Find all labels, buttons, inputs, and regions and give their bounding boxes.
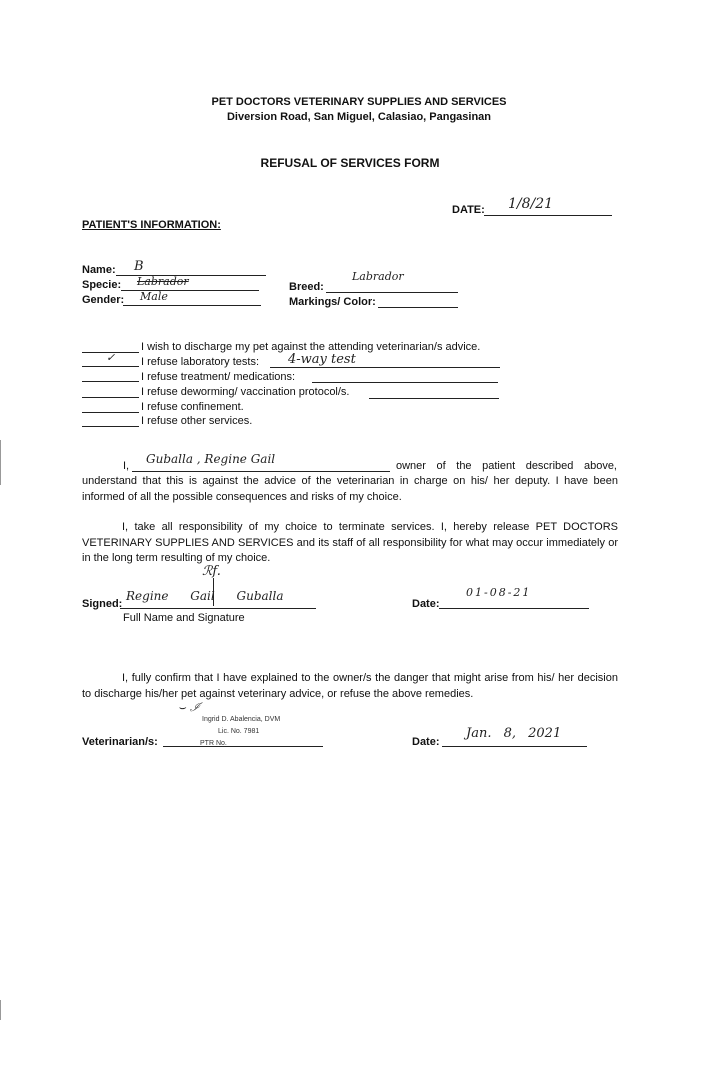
vet-date-value: Jan. 8, 2021	[466, 726, 562, 741]
specie-label: Specie:	[82, 279, 122, 291]
form-title: REFUSAL OF SERVICES FORM	[260, 156, 440, 170]
check-blank-line	[82, 381, 139, 382]
signed-label: Signed:	[82, 598, 123, 610]
check-text: I refuse deworming/ vaccination protocol/s.	[141, 386, 350, 398]
check-text: I refuse confinement.	[141, 401, 244, 413]
company-address: Diversion Road, San Miguel, Calasiao, Pangasinan	[226, 111, 492, 123]
vet-signature-scribble: ⌣ ℐ	[178, 700, 201, 714]
owner-name-line	[132, 471, 390, 472]
check-blank-line	[82, 412, 139, 413]
markings-line	[378, 307, 458, 308]
markings-label: Markings/ Color:	[289, 296, 376, 308]
check-detail-line	[369, 398, 499, 399]
owner-name-value: Guballa , Regine Gail	[146, 452, 276, 466]
company-name: PET DOCTORS VETERINARY SUPPLIES AND SERVICES	[211, 96, 507, 108]
statement2-body: I, take all responsibility of my choice to terminate services. I, hereby release PET DOCTORS VETERINARY SUPPLIES AND SERVICES and its staff of all responsibility for what may occur immediately or in the long term resulting of my choice.	[82, 521, 618, 564]
check-text: I refuse laboratory tests:	[141, 356, 259, 368]
signed-value: Regine Gail Guballa	[126, 589, 284, 603]
check-blank-line	[82, 426, 139, 427]
gender-label: Gender:	[82, 294, 125, 306]
signed-date-value: 01-08-21	[466, 586, 532, 599]
vet-stamp-license: Lic. No. 7981	[218, 728, 260, 735]
check-text: I wish to discharge my pet against the attending veterinarian/s advice.	[141, 341, 481, 353]
vet-line	[163, 746, 323, 747]
patient-section-title: PATIENT'S INFORMATION:	[82, 219, 221, 231]
signed-date-line	[439, 608, 589, 609]
check-text: I refuse other services.	[141, 415, 253, 427]
check-detail-line	[270, 367, 500, 368]
statement3-body: I, fully confirm that I have explained to the owner/s the danger that might arise from his/ her decision to discharge his/her pet against veterinary advice, or refuse the above remedies.	[82, 672, 618, 700]
check-blank-line	[82, 366, 139, 367]
name-label: Name:	[82, 264, 116, 276]
gender-line	[123, 305, 261, 306]
signature-scribble: ℛf.	[202, 564, 221, 579]
vet-label: Veterinarian/s:	[82, 736, 158, 748]
check-detail-line	[312, 382, 498, 383]
date-label: DATE:	[452, 204, 485, 216]
scan-edge-mark	[0, 440, 1, 485]
name-value: B	[134, 259, 144, 274]
breed-line	[326, 292, 458, 293]
breed-value: Labrador	[352, 270, 404, 283]
check-blank-line	[82, 397, 139, 398]
check-text: I refuse treatment/ medications:	[141, 371, 296, 383]
signed-line	[120, 608, 316, 609]
vet-stamp-name: Ingrid D. Abalencia, DVM	[202, 716, 281, 723]
check-detail: 4-way test	[288, 352, 356, 367]
date-value: 1/8/21	[508, 196, 554, 212]
statement1-suffix: owner of the patient described above,	[396, 460, 617, 472]
statement1-prefix: I,	[123, 460, 130, 472]
signed-caption: Full Name and Signature	[123, 612, 245, 624]
statement1-body: understand that this is against the advice of the veterinarian in charge on his/ her deputy. I have been informed of all the possible consequences and risks of my choice.	[82, 475, 618, 503]
vet-date-label: Date:	[412, 736, 440, 748]
breed-label: Breed:	[289, 281, 324, 293]
vet-date-line	[442, 746, 587, 747]
scan-edge-mark	[0, 1000, 1, 1020]
vet-stamp-ptr: PTR No.	[200, 740, 227, 747]
gender-value: Male	[140, 290, 168, 303]
signed-date-label: Date:	[412, 598, 440, 610]
date-line	[484, 215, 612, 216]
specie-value: Labrador	[137, 275, 189, 288]
check-mark: ✓	[106, 351, 116, 364]
